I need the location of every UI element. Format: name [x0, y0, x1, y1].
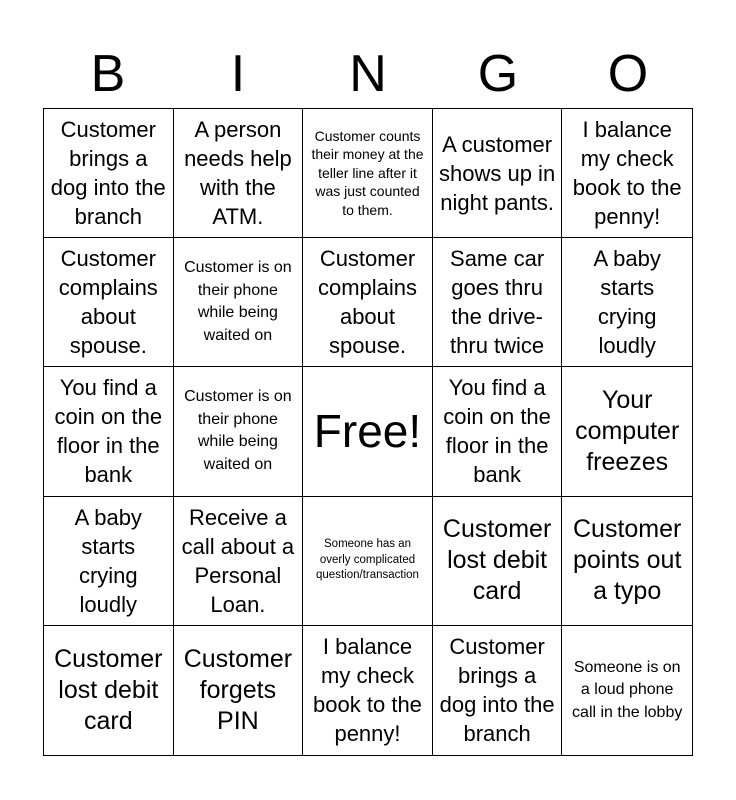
cell-text: A person needs help with the ATM.: [184, 117, 292, 230]
bingo-cell-3-2[interactable]: [174, 367, 304, 496]
bingo-cell-2-4[interactable]: [433, 238, 563, 367]
cell-text: You find a coin on the floor in the bank: [54, 375, 163, 488]
bingo-cell-1-4[interactable]: [433, 109, 563, 238]
cell-text: Customer is on their phone while being waited on: [184, 388, 292, 473]
cell-text: I balance my check book to the penny!: [572, 117, 682, 230]
bingo-cell-5-4[interactable]: [433, 626, 563, 755]
cell-text: Someone has an overly complicated question/transaction: [316, 538, 419, 582]
bingo-cell-3-5[interactable]: [562, 367, 692, 496]
bingo-cell-5-2[interactable]: [174, 626, 304, 755]
cell-text: Customer lost debit card: [442, 515, 552, 606]
bingo-cell-4-5[interactable]: [562, 497, 692, 626]
bingo-cell-3-1[interactable]: [44, 367, 174, 496]
header-letter-n: N: [349, 45, 387, 103]
bingo-cell-free[interactable]: [303, 367, 433, 496]
bingo-cell-1-2[interactable]: [174, 109, 304, 238]
cell-text: A customer shows up in night pants.: [439, 131, 556, 215]
cell-text: Customer lost debit card: [54, 644, 163, 735]
bingo-cell-5-5[interactable]: [562, 626, 692, 755]
bingo-cell-5-3[interactable]: [303, 626, 433, 755]
cell-text: Customer brings a dog into the branch: [439, 634, 555, 747]
cell-text: Customer complains about spouse.: [317, 246, 418, 359]
bingo-grid: [43, 108, 693, 756]
cell-text: Customer is on their phone while being waited on: [184, 259, 292, 344]
header-letter-i: I: [230, 45, 246, 103]
cell-text: Customer counts their money at the teller line after it was just counted to them.: [311, 127, 424, 218]
bingo-cell-4-1[interactable]: [44, 497, 174, 626]
bingo-cell-2-5[interactable]: [562, 238, 692, 367]
cell-text: A baby starts crying loudly: [74, 504, 142, 617]
bingo-cell-1-1[interactable]: [44, 109, 174, 238]
bingo-cell-1-3[interactable]: [303, 109, 433, 238]
header-letter-b: B: [90, 45, 126, 103]
cell-text: I balance my check book to the penny!: [313, 634, 422, 747]
free-space-label: Free!: [313, 405, 422, 458]
bingo-cell-3-4[interactable]: [433, 367, 563, 496]
bingo-header: [43, 40, 693, 108]
header-letter-o: O: [607, 45, 649, 103]
cell-text: Your computer freezes: [575, 385, 680, 476]
bingo-cell-4-2[interactable]: [174, 497, 304, 626]
bingo-cell-2-1[interactable]: [44, 238, 174, 367]
header-letter-g: G: [477, 45, 519, 103]
cell-text: Same car goes thru the drive-thru twice: [450, 246, 545, 359]
bingo-cell-5-1[interactable]: [44, 626, 174, 755]
bingo-cell-2-2[interactable]: [174, 238, 304, 367]
bingo-cell-2-3[interactable]: [303, 238, 433, 367]
cell-text: You find a coin on the floor in the bank: [443, 375, 551, 488]
cell-text: Customer points out a typo: [572, 515, 682, 606]
cell-text: Customer brings a dog into the branch: [50, 117, 166, 230]
bingo-cell-1-5[interactable]: [562, 109, 692, 238]
bingo-cell-4-4[interactable]: [433, 497, 563, 626]
cell-text: Customer forgets PIN: [183, 644, 293, 735]
cell-text: Receive a call about a Personal Loan.: [181, 504, 295, 617]
cell-text: Customer complains about spouse.: [58, 246, 158, 359]
cell-text: A baby starts crying loudly: [593, 246, 661, 359]
cell-text: Someone is on a loud phone call in the lobby: [572, 658, 683, 721]
bingo-cell-4-3[interactable]: [303, 497, 433, 626]
